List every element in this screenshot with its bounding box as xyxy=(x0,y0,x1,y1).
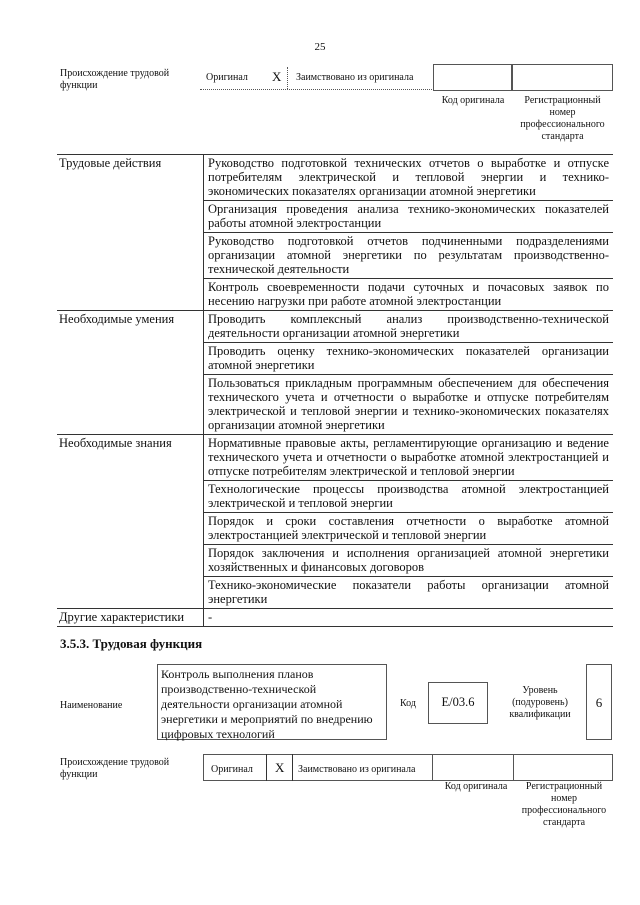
code-original-label: Код оригинала xyxy=(444,781,508,792)
borrowed-label: Заимствовано из оригинала xyxy=(298,764,416,775)
borrowed-label: Заимствовано из оригинала xyxy=(296,72,414,83)
skills-label: Необходимые умения xyxy=(57,311,204,435)
labor-function-table xyxy=(57,154,613,627)
skill-item: Проводить комплексный анализ производственно-технической деятельности организации атомной энергетики xyxy=(204,311,614,343)
labor-action-item: Организация проведения анализа технико-экономических показателей работы атомной электростанции xyxy=(204,201,614,233)
reg-number-cell xyxy=(514,754,613,781)
name-label: Наименование xyxy=(60,700,123,711)
knowledge-item: Порядок и сроки составления отчетности о выработке атомной электростанцией электрической и тепловой энергии xyxy=(204,513,614,545)
knowledge-item: Нормативные правовые акты, регламентирующие организацию и ведение технического учета и отчетности о выработке атомной электростанцией и отпуске потребителям электрической и тепловой энергии xyxy=(204,435,614,481)
code-original-cell xyxy=(433,64,512,91)
labor-action-item: Контроль своевременности подачи суточных и почасовых заявок по несению нагрузки при работе атомной электростанции xyxy=(204,279,614,311)
original-mark: X xyxy=(272,69,282,84)
knowledge-item: Порядок заключения и исполнения организацией атомной энергетики хозяйственных и финансовых договоров xyxy=(204,545,614,577)
origin-label: Происхождение трудовой функции xyxy=(60,757,170,780)
skill-item: Пользоваться прикладным программным обеспечением для обеспечения технического учета и отчетности о выработке и отпуске потребителям электрической и тепловой энергии и технико-экономических показателях организации атомной энергетики xyxy=(204,375,614,435)
code-original-label: Код оригинала xyxy=(441,95,505,106)
divider xyxy=(287,67,288,89)
divider xyxy=(292,754,293,781)
knowledge-item: Технологические процессы производства атомной электростанцией электрической и тепловой энергии xyxy=(204,481,614,513)
origin-label: Происхождение трудовой функции xyxy=(60,68,170,91)
labor-action-item: Руководство подготовкой технических отчетов о выработке и отпуске потребителям электрической и тепловой энергии и технико-экономических показателях организации атомной энергетики xyxy=(204,155,614,201)
page-number: 25 xyxy=(314,41,326,53)
code-value: E/03.6 xyxy=(428,682,488,724)
code-label: Код xyxy=(400,698,416,709)
knowledge-item: Технико-экономические показатели работы организации атомной энергетики xyxy=(204,577,614,609)
labor-action-item: Руководство подготовкой отчетов подчиненными подразделениями организации атомной энергетики по результатам производственно-технической деятельности xyxy=(204,233,614,279)
code-original-cell xyxy=(433,754,514,781)
reg-number-label: Регистрационный номер профессионального стандарта xyxy=(521,781,607,828)
other-value: - xyxy=(204,609,614,627)
knowledge-label: Необходимые знания xyxy=(57,435,204,609)
skill-item: Проводить оценку технико-экономических показателей организации атомной энергетики xyxy=(204,343,614,375)
level-label: Уровень (подуровень) квалификации xyxy=(509,685,571,720)
level-value: 6 xyxy=(586,664,612,740)
section-title: 3.5.3. Трудовая функция xyxy=(60,636,203,651)
original-label: Оригинал xyxy=(206,72,248,83)
divider xyxy=(266,754,267,781)
original-label: Оригинал xyxy=(211,764,253,775)
labor-actions-label: Трудовые действия xyxy=(57,155,204,311)
original-mark: X xyxy=(275,760,285,775)
name-value: Контроль выполнения планов производственно-технической деятельности организации атомной энергетики и мероприятий по внедрению цифровых технологий xyxy=(157,664,387,740)
reg-number-cell xyxy=(512,64,613,91)
reg-number-label: Регистрационный номер профессионального стандарта xyxy=(520,95,605,142)
other-label: Другие характеристики xyxy=(57,609,204,627)
